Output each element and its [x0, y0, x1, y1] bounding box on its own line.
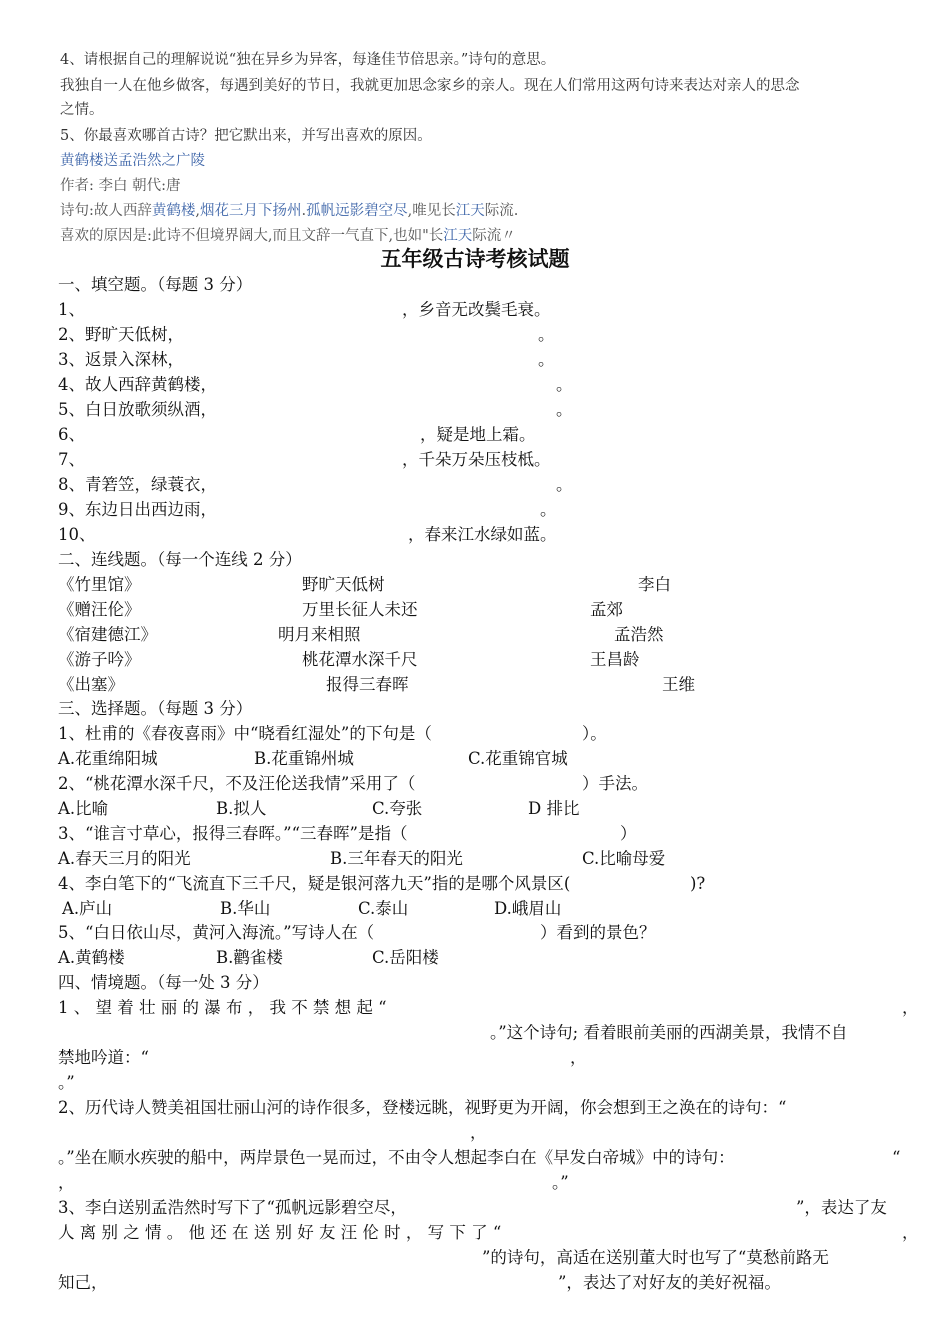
scene-3-line2-comma: ， [902, 1223, 919, 1242]
match-poet-1[interactable]: 李白 [638, 575, 671, 594]
poem-link-4[interactable]: 江天 [455, 203, 485, 219]
scene-2-line1: 2、历代诗人赞美祖国壮丽山河的诗作很多，登楼远眺，视野更为开阔，你会想到王之涣在的诗句：“ [58, 1098, 787, 1117]
fill-item-4-no: 4、故人西辞黄鹤楼， [58, 375, 217, 394]
match-poet-4[interactable]: 王昌龄 [590, 650, 640, 669]
fill-item-5-no: 5、白日放歌须纵酒， [58, 400, 217, 419]
choice-q3-option-a[interactable]: A.春天三月的阳光 [58, 849, 191, 868]
section-2-heading: 二、连线题。（每一个连线 2 分） [58, 550, 302, 569]
scene-3-line4-end: ”，表达了对好友的美好祝福。 [558, 1273, 781, 1292]
scene-3-line3: ”的诗句，高适在送别董大时也写了“莫愁前路无 [482, 1248, 829, 1267]
choice-q3-option-b[interactable]: B.三年春天的阳光 [330, 849, 463, 868]
fill-item-7-no: 7、 [58, 450, 85, 469]
choice-q1-option-b[interactable]: B.花重锦州城 [254, 749, 354, 768]
choice-q1-option-c[interactable]: C.花重锦官城 [468, 749, 568, 768]
choice-q3-end: ） [620, 824, 637, 843]
poem-sep-3: ,唯见长 [407, 203, 456, 219]
match-line-5[interactable]: 报得三春晖 [326, 675, 409, 694]
exam-title: 五年级古诗考核试题 [380, 246, 570, 271]
scene-2-line3: 。”坐在顺水疾驶的船中，两岸景色一晃而过，不由令人想起李白在《早发白帝城》中的诗句： [58, 1148, 735, 1167]
choice-q4-end: )? [690, 874, 706, 893]
poem-reason [60, 225, 516, 247]
poem-link-3[interactable]: 孤帆远影碧空尽 [306, 203, 408, 219]
poem-link-1[interactable]: 黄鹤楼 [151, 203, 196, 219]
scene-3-line4: 知己， [58, 1273, 108, 1292]
match-poet-5[interactable]: 王维 [662, 675, 695, 694]
fill-item-2-tail: 。 [538, 325, 555, 344]
answer-4-line2: 之情。 [60, 102, 104, 118]
scene-1-line2: 。”这个诗句; 看着眼前美丽的西湖美景，我情不自 [490, 1023, 848, 1042]
choice-q5-option-c[interactable]: C.岳阳楼 [372, 948, 439, 967]
fill-item-3-tail: 。 [538, 350, 555, 369]
poem-link-2[interactable]: 烟花三月下扬州 [200, 203, 302, 219]
choice-q2-option-c[interactable]: C.夸张 [372, 799, 423, 818]
match-line-1[interactable]: 野旷天低树 [302, 575, 385, 594]
choice-q5-option-a[interactable]: A.黄鹤楼 [58, 948, 125, 967]
choice-q3: 3、“谁言寸草心，报得三春晖。”“三春晖”是指（ [58, 824, 408, 843]
question-5: 5、你最喜欢哪首古诗？把它默出来，并写出喜欢的原因。 [60, 128, 432, 144]
question-4: 4、请根据自己的理解说说“独在异乡为异客，每逢佳节倍思亲。”诗句的意思。 [60, 52, 556, 68]
match-poet-2[interactable]: 孟郊 [590, 600, 623, 619]
choice-q4-option-c[interactable]: C.泰山 [358, 899, 409, 918]
scene-1-line3-comma: ， [570, 1048, 587, 1067]
poem-sep-2: . [301, 203, 307, 219]
fill-item-8-tail: 。 [556, 475, 573, 494]
match-title-4[interactable]: 《游子吟》 [58, 650, 141, 669]
reason-prefix: 喜欢的原因是:此诗不但境界阔大,而且文辞一气直下,也如"长 [60, 228, 444, 244]
choice-q1: 1、杜甫的《春夜喜雨》中“晓看红湿处”的下句是（ [58, 724, 432, 743]
fill-item-1-tail: ，乡音无改鬓毛衰。 [402, 300, 551, 319]
scene-1-comma: ， [902, 998, 919, 1017]
match-title-2[interactable]: 《赠汪伦》 [58, 600, 141, 619]
choice-q3-option-c[interactable]: C.比喻母爱 [582, 849, 666, 868]
poem-prefix: 诗句:故人西辞 [60, 203, 152, 219]
poem-sep-4: 际流. [484, 203, 519, 219]
poem-title: 黄鹤楼送孟浩然之广陵 [60, 153, 205, 169]
choice-q1-option-a[interactable]: A.花重绵阳城 [58, 749, 158, 768]
fill-item-8-no: 8、青箬笠，绿蓑衣， [58, 475, 217, 494]
fill-item-4-tail: 。 [556, 375, 573, 394]
fill-item-10-tail: ，春来江水绿如蓝。 [408, 525, 557, 544]
fill-item-9-no: 9、东边日出西边雨， [58, 500, 217, 519]
fill-item-6-no: 6、 [58, 425, 85, 444]
scene-2-line2: ， [470, 1123, 487, 1142]
choice-q5-option-b[interactable]: B.鹳雀楼 [216, 948, 283, 967]
section-1-heading: 一、填空题。（每题 3 分） [58, 275, 253, 294]
choice-q1-end: ）。 [582, 724, 607, 743]
scene-3-line1: 3、李白送别孟浩然时写下了“孤帆远影碧空尽， [58, 1198, 407, 1217]
poem-sep-1: , [195, 203, 200, 219]
match-poet-3[interactable]: 孟浩然 [614, 625, 664, 644]
poem-lines [60, 200, 518, 222]
scene-1-line1: 1 、 望 着 壮 丽 的 瀑 布 ， 我 不 禁 想 起 “ [58, 998, 387, 1017]
fill-item-5-tail: 。 [556, 400, 573, 419]
choice-q2-end: ）手法。 [582, 774, 648, 793]
choice-q2-option-b[interactable]: B.拟人 [216, 799, 267, 818]
scene-1-line4: 。” [58, 1073, 75, 1092]
scene-2-line3-quote: “ [892, 1148, 901, 1167]
match-line-3[interactable]: 明月来相照 [278, 625, 361, 644]
choice-q4: 4、李白笔下的“飞流直下三千尺，疑是银河落九天”指的是哪个风景区( [58, 874, 571, 893]
match-line-2[interactable]: 万里长征人未还 [302, 600, 418, 619]
choice-q4-option-b[interactable]: B.华山 [220, 899, 271, 918]
match-line-4[interactable]: 桃花潭水深千尺 [302, 650, 418, 669]
fill-item-6-tail: ，疑是地上霜。 [420, 425, 536, 444]
fill-item-3-no: 3、返景入深林， [58, 350, 184, 369]
scene-2-line4-comma: ， [58, 1173, 75, 1192]
fill-item-1-no: 1、 [58, 300, 85, 319]
match-title-3[interactable]: 《宿建德江》 [58, 625, 157, 644]
reason-suffix: 际流〃 [472, 228, 516, 244]
section-3-heading: 三、选择题。（每题 3 分） [58, 699, 253, 718]
fill-item-9-tail: 。 [540, 500, 557, 519]
scene-2-line4-end: 。” [552, 1173, 569, 1192]
choice-q2-option-a[interactable]: A.比喻 [58, 799, 109, 818]
choice-q5: 5、“白日依山尽，黄河入海流。”写诗人在（ [58, 923, 375, 942]
match-title-1[interactable]: 《竹里馆》 [58, 575, 141, 594]
poem-author: 作者: 李白 朝代:唐 [60, 178, 181, 194]
choice-q4-option-a[interactable]: A.庐山 [62, 899, 113, 918]
fill-item-10-no: 10、 [58, 525, 96, 544]
match-title-5[interactable]: 《出塞》 [58, 675, 124, 694]
choice-q4-option-d[interactable]: D.峨眉山 [494, 899, 562, 918]
scene-1-line3: 禁地吟道：“ [58, 1048, 149, 1067]
fill-item-7-tail: ，千朵万朵压枝柢。 [402, 450, 551, 469]
choice-q2: 2、“桃花潭水深千尺，不及汪伦送我情”采用了（ [58, 774, 416, 793]
scene-3-line2: 人 离 别 之 情 。 他 还 在 送 别 好 友 汪 伦 时 ， 写 下 了 “ [58, 1223, 502, 1242]
fill-item-2-no: 2、野旷天低树， [58, 325, 184, 344]
choice-q2-option-d[interactable]: D 排比 [528, 799, 580, 818]
answer-4-line1: 我独自一人在他乡做客，每遇到美好的节日，我就更加思念家乡的亲人。现在人们常用这两句诗来表达对亲人的思念 [60, 78, 800, 94]
section-4-heading: 四、情境题。（每一处 3 分） [58, 973, 269, 992]
scene-3-line1-end: ”，表达了友 [796, 1198, 887, 1217]
reason-link[interactable]: 江天 [443, 228, 473, 244]
choice-q5-end: ）看到的景色？ [540, 923, 656, 942]
